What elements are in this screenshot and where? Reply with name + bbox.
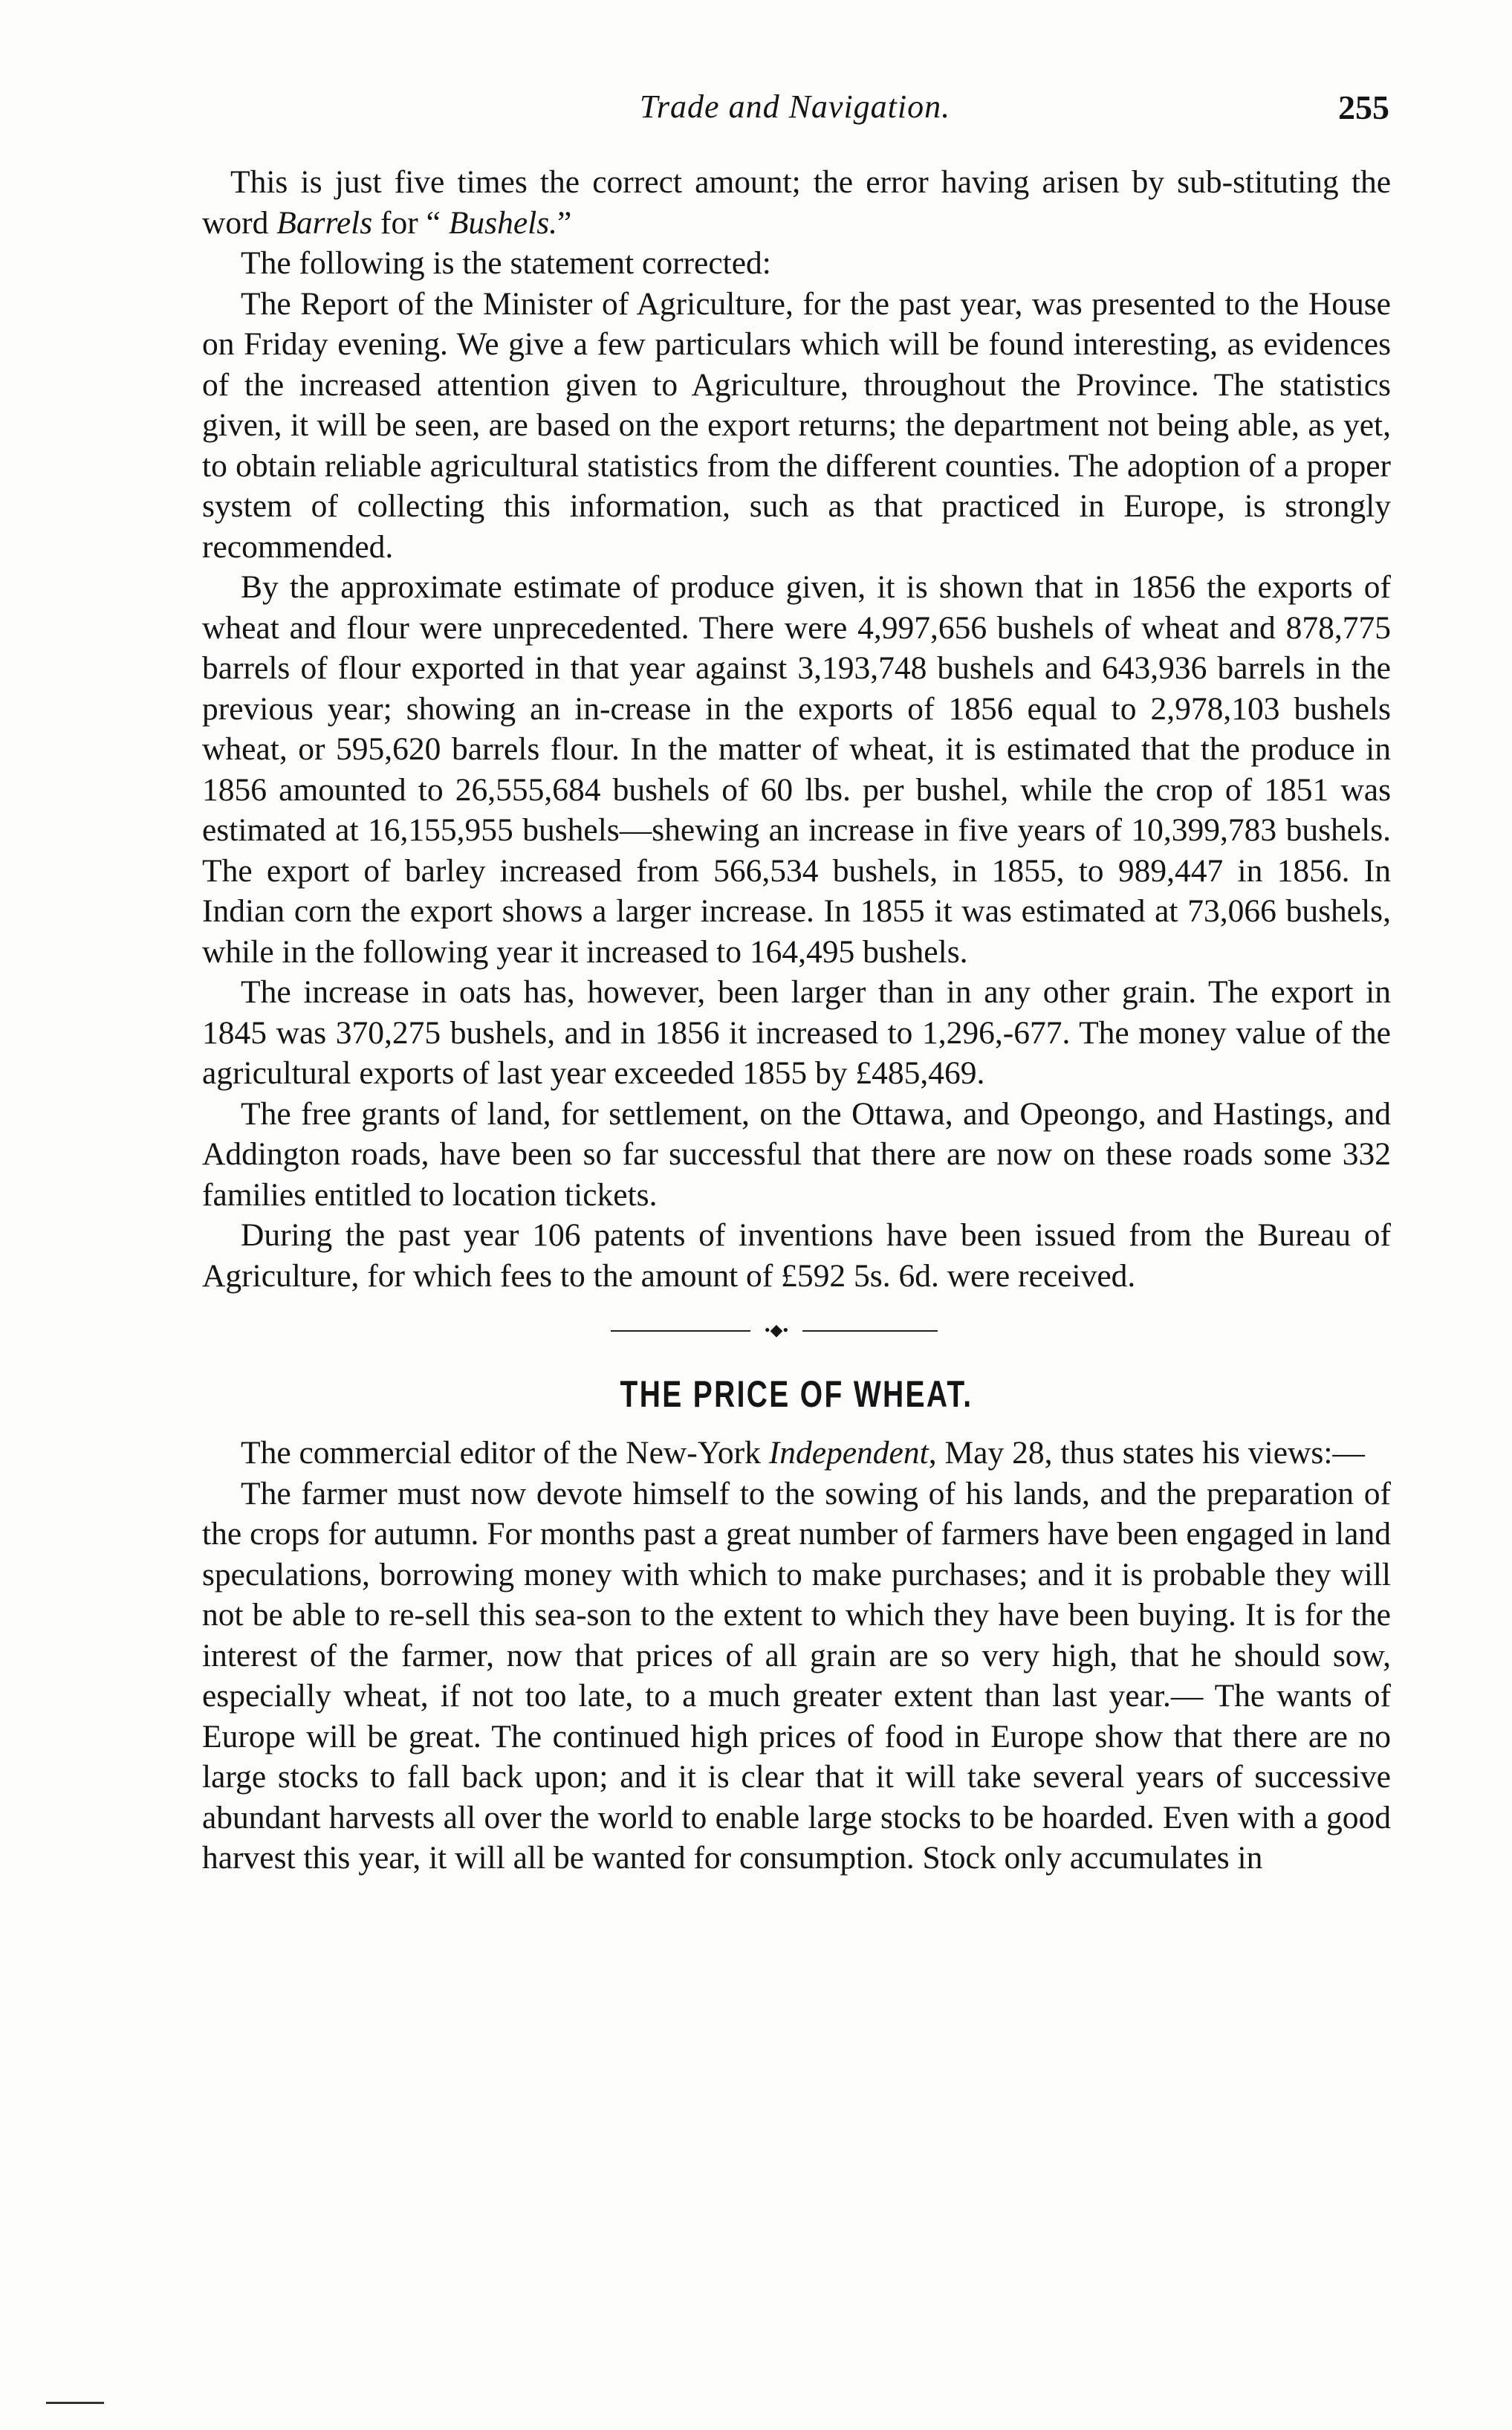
section-divider xyxy=(202,1296,1391,1366)
text-run: This is just five times the correct amount; the error having arisen by sub-stituting the word xyxy=(202,164,1391,241)
text-run: The commercial editor of the New-York xyxy=(241,1435,769,1471)
text-run: for “ xyxy=(372,204,449,241)
paragraph-farmer-advice: The farmer must now devote himself to the sowing of his lands, and the preparation of the crops for autumn. For months past a great number of farmers have been engaged in land speculations, borrowing money with which to make purchases; and it is probable they will not be able to re-sell this sea-son to the extent to which they have been buying. It is for the interest of the farmer, now that prices of all grain are so very high, that he should sow, especially wheat, if not too late, to a much greater extent than last year.— The wants of Europe will be great. The continued high prices of food in Europe show that there are no large stocks to fall back upon; and it is clear that it will take several years of successive abundant harvests all over the world to enable large stocks to be hoarded. Even with a good harvest this year, it will all be wanted for consumption. Stock only accumulates in xyxy=(202,1475,1391,1876)
page-number: 255 xyxy=(1338,88,1389,126)
text-run: ” xyxy=(557,204,572,241)
paragraph-oats-increase: The increase in oats has, however, been larger than in any other grain. The export in 1845 was 370,275 bushels, and in 1856 it increased to 1,296,-677. The money value of the agricultural exports of last year exceeded 1855 by £485,469. xyxy=(202,974,1391,1091)
italic-barrels: Barrels xyxy=(276,204,373,241)
section-heading: THE PRICE OF WHEAT. xyxy=(620,1373,973,1415)
italic-bushels: Bushels. xyxy=(448,204,558,241)
running-header xyxy=(201,88,1389,140)
paragraph-minister-report: The Report of the Minister of Agriculture, for the past year, was presented to the House on Friday evening. We give a few particulars which will be found interesting, as evidences of the increased attention given to Agriculture, throughout the Province. The statistics given, it will be seen, are based on the export returns; the department not being able, as yet, to obtain reliable agricultural statistics from the different counties. The adoption of a proper system of collecting this information, such as that practiced in Europe, is strongly recommended. xyxy=(202,285,1391,565)
paragraph-patents: During the past year 106 patents of inventions have been issued from the Bureau of Agriculture, for which fees to the amount of £592 5s. 6d. were received. xyxy=(202,1217,1391,1294)
running-title: Trade and Navigation. xyxy=(639,88,951,125)
article-body xyxy=(202,162,1391,1879)
paragraph-commercial-editor xyxy=(202,1433,1391,1474)
text-run: , May 28, thus states his views:— xyxy=(928,1435,1365,1471)
paragraph-export-estimates: By the approximate estimate of produce given, it is shown that in 1856 the exports of wheat and flour were unprecedented. There were 4,997,656 bushels of wheat and 878,775 barrels of flour exported in that year against 3,193,748 bushels and 643,936 barrels in the previous year; showing an in-crease in the exports of 1856 equal to 2,978,103 bushels wheat, or 595,620 barrels flour. In the matter of wheat, it is estimated that the produce in 1856 amounted to 26,555,684 bushels of 60 lbs. per bushel, while the crop of 1851 was estimated at 16,155,955 bushels—shewing an increase in five years of 10,399,783 bushels. The export of barley increased from 566,534 bushels, in 1855, to 989,447 in 1856. In Indian corn the export shows a larger increase. In 1855 it was estimated at 73,066 bushels, while in the following year it increased to 164,495 bushels. xyxy=(202,569,1391,970)
italic-independent: Independent xyxy=(768,1435,929,1471)
paragraph-correction-note xyxy=(202,162,1391,243)
paragraph-statement-intro: The following is the statement corrected: xyxy=(241,245,771,281)
divider-ornament: •◆• xyxy=(750,1317,802,1344)
scan-edge-mark xyxy=(46,2402,104,2404)
paragraph-free-grants: The free grants of land, for settlement, on the Ottawa, and Opeongo, and Hastings, and Addington roads, have been so far successful that there are now on these roads some 332 families entitled to location tickets. xyxy=(202,1095,1391,1213)
